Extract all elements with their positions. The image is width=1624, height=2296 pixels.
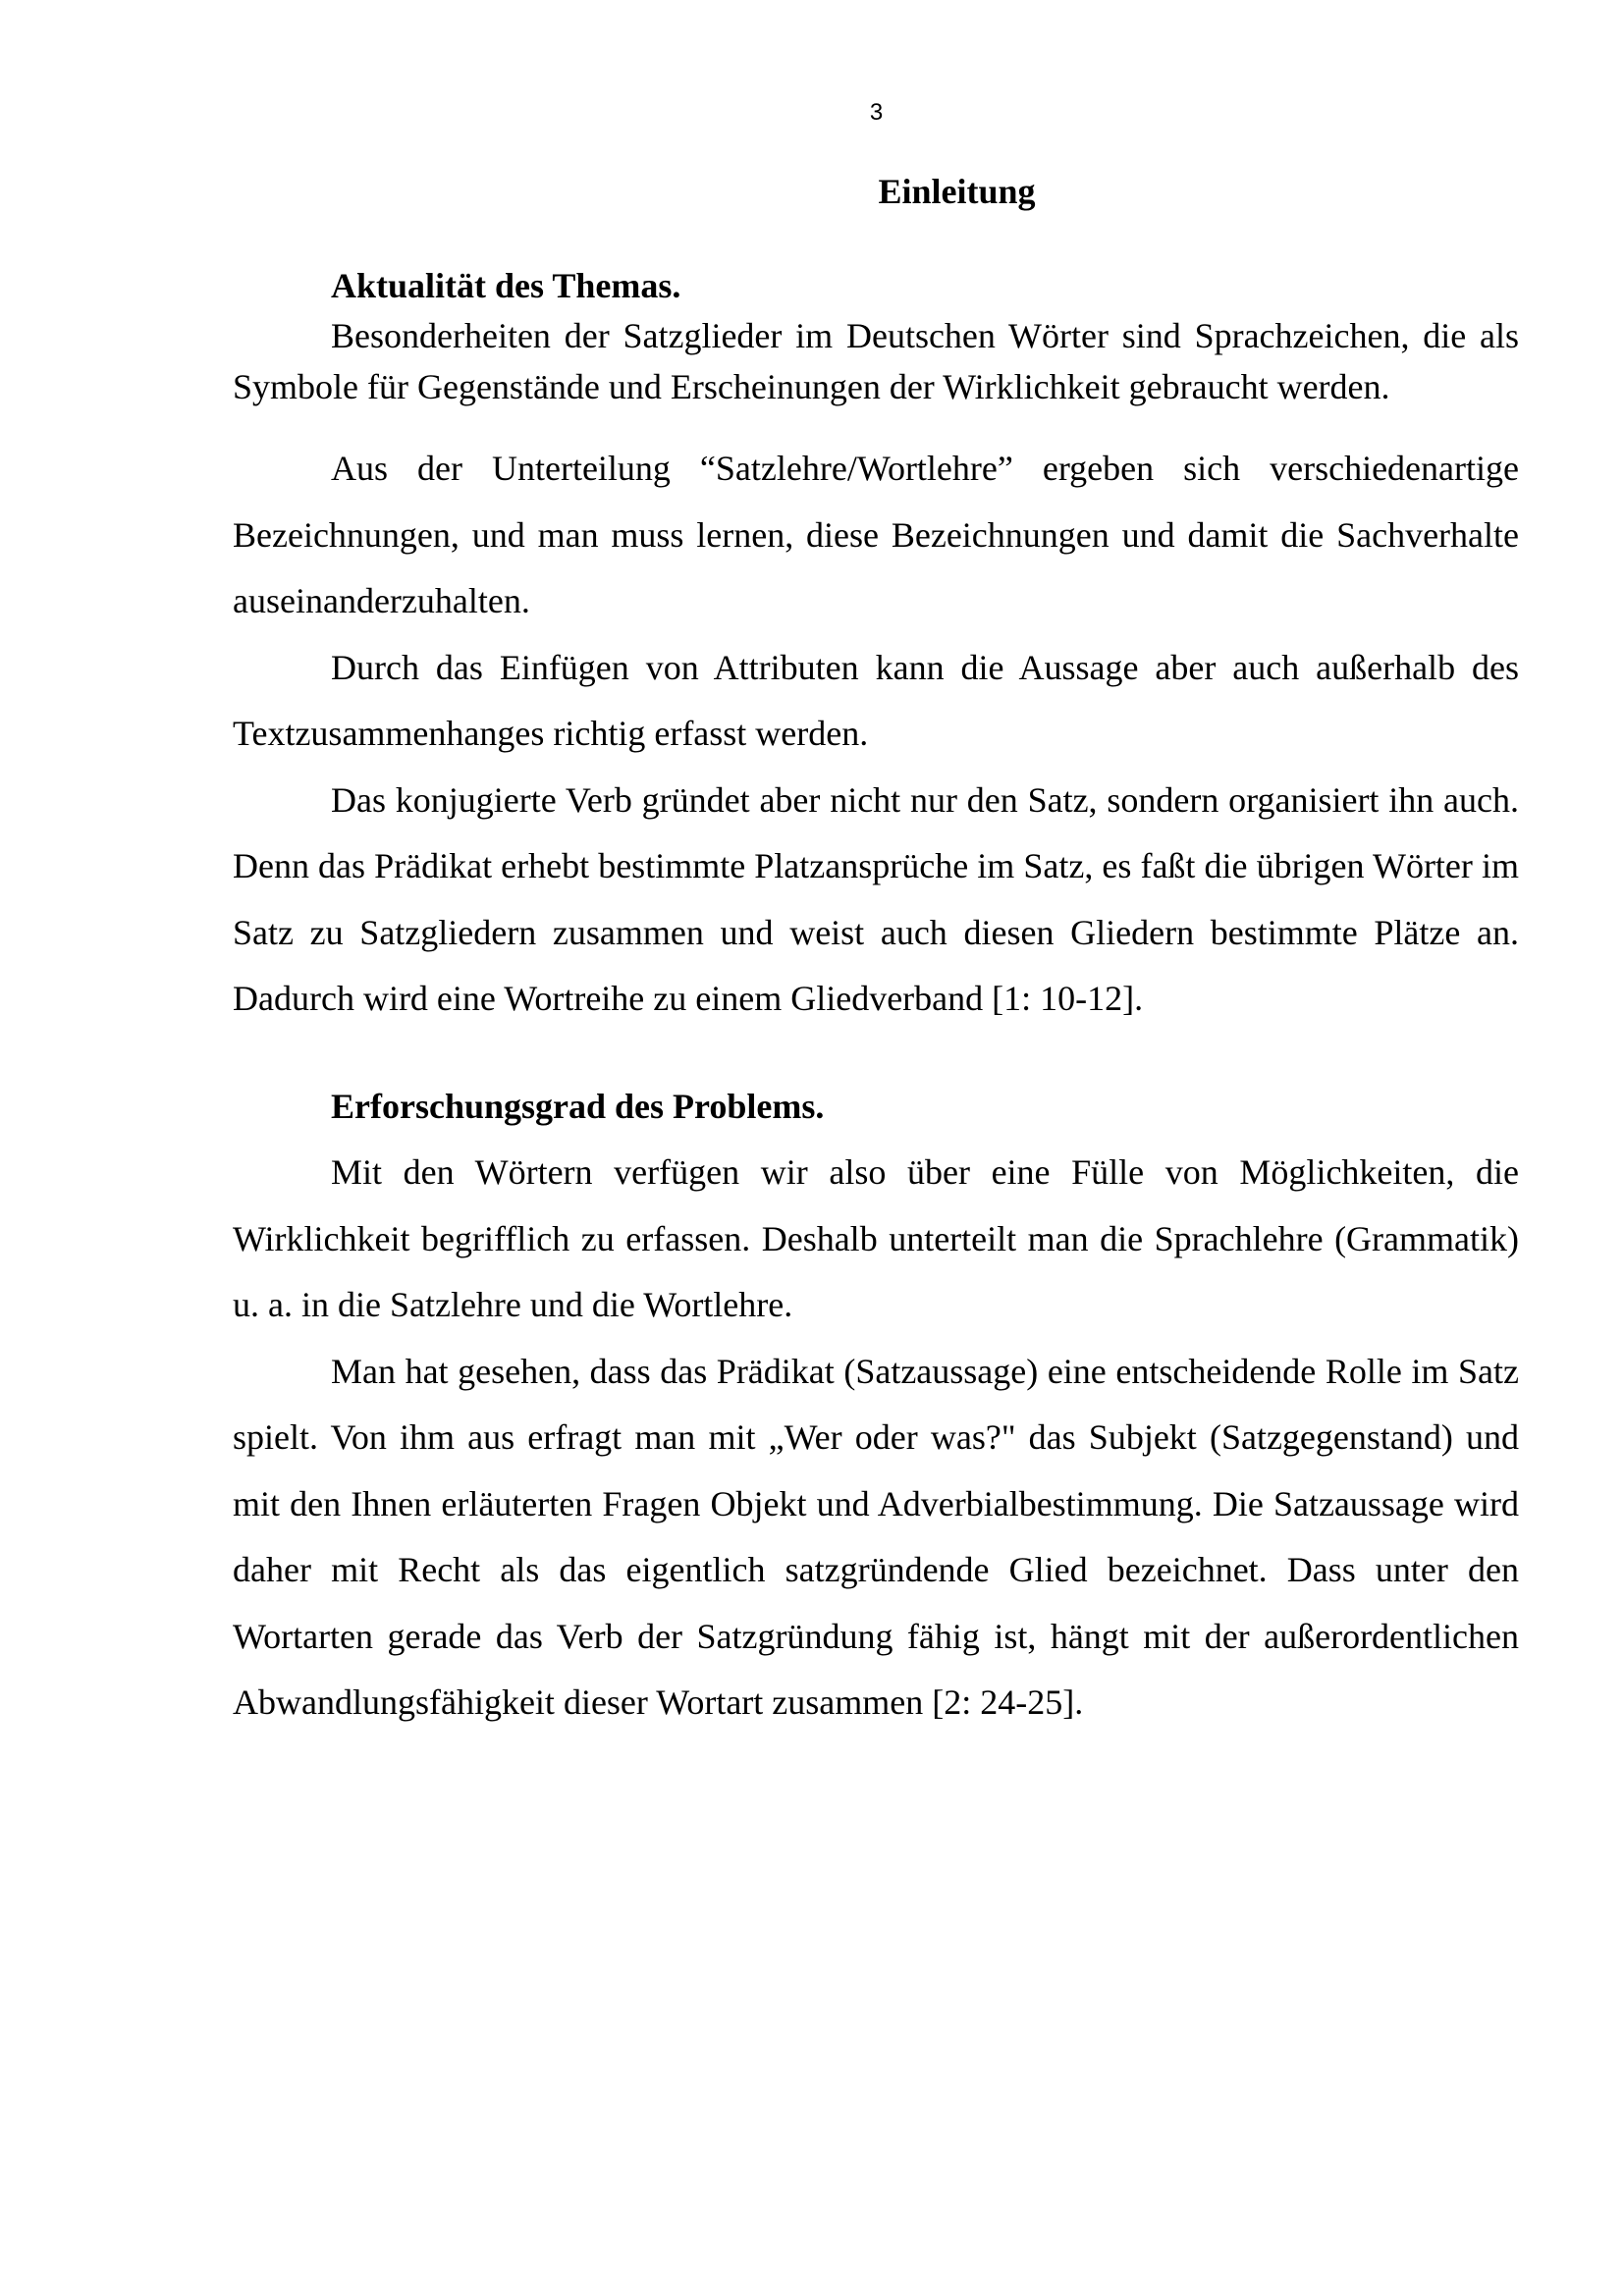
paragraph: Man hat gesehen, dass das Prädikat (Satzaussage) eine entscheidende Rolle im Satz spielt. Von ihm aus erfragt man mit „Wer oder was?" das Subjekt (Satzgegenstand) und mit den Ihnen erläuterten Fragen Objekt und Adverbialbestimmung. Die Satzaussage wird daher mit Recht als das eigentlich satzgründende Glied bezeichnet. Dass unter den Wortarten gerade das Verb der Satzgründung fähig ist, hängt mit der außerordentlichen Abwandlungsfähigkeit dieser Wortart zusammen [2: 24-25]. [233, 1351, 1519, 1722]
paragraph: Aus der Unterteilung “Satzlehre/Wortlehre” ergeben sich verschiedenartige Bezeichnungen, und man muss lernen, diese Bezeichnungen und damit die Sachverhalte auseinanderzuhalten. [233, 449, 1519, 620]
section-aktualitaet [233, 261, 1519, 1033]
document-title: Einleitung [878, 172, 1036, 211]
section-erforschungsgrad [233, 1074, 1519, 1736]
page-number: 3 [869, 99, 884, 126]
section-heading: Aktualität des Themas. [331, 266, 681, 305]
paragraph: Besonderheiten der Satzglieder im Deutschen Wörter sind Sprachzeichen, die als Symbole für Gegenstände und Erscheinungen der Wirklichkeit gebraucht werden. [233, 316, 1519, 406]
paragraph: Durch das Einfügen von Attributen kann die Aussage aber auch außerhalb des Textzusammenhanges richtig erfasst werden. [233, 647, 1519, 753]
section-heading: Erforschungsgrad des Problems. [331, 1086, 825, 1126]
page-content [233, 167, 1519, 1736]
paragraph: Das konjugierte Verb gründet aber nicht nur den Satz, sondern organisiert ihn auch. Denn das Prädikat erhebt bestimmte Platzansprüche im Satz, es faßt die übrigen Wörter im Satz zu Satzgliedern zusammen und weist auch diesen Gliedern bestimmte Plätze an. Dadurch wird eine Wortreihe zu einem Gliedverband [1: 10-12]. [233, 779, 1519, 1018]
paragraph: Mit den Wörtern verfügen wir also über eine Fülle von Möglichkeiten, die Wirklichkeit begrifflich zu erfassen. Deshalb unterteilt man die Sprachlehre (Grammatik) u. a. in die Satzlehre und die Wortlehre. [233, 1152, 1519, 1324]
